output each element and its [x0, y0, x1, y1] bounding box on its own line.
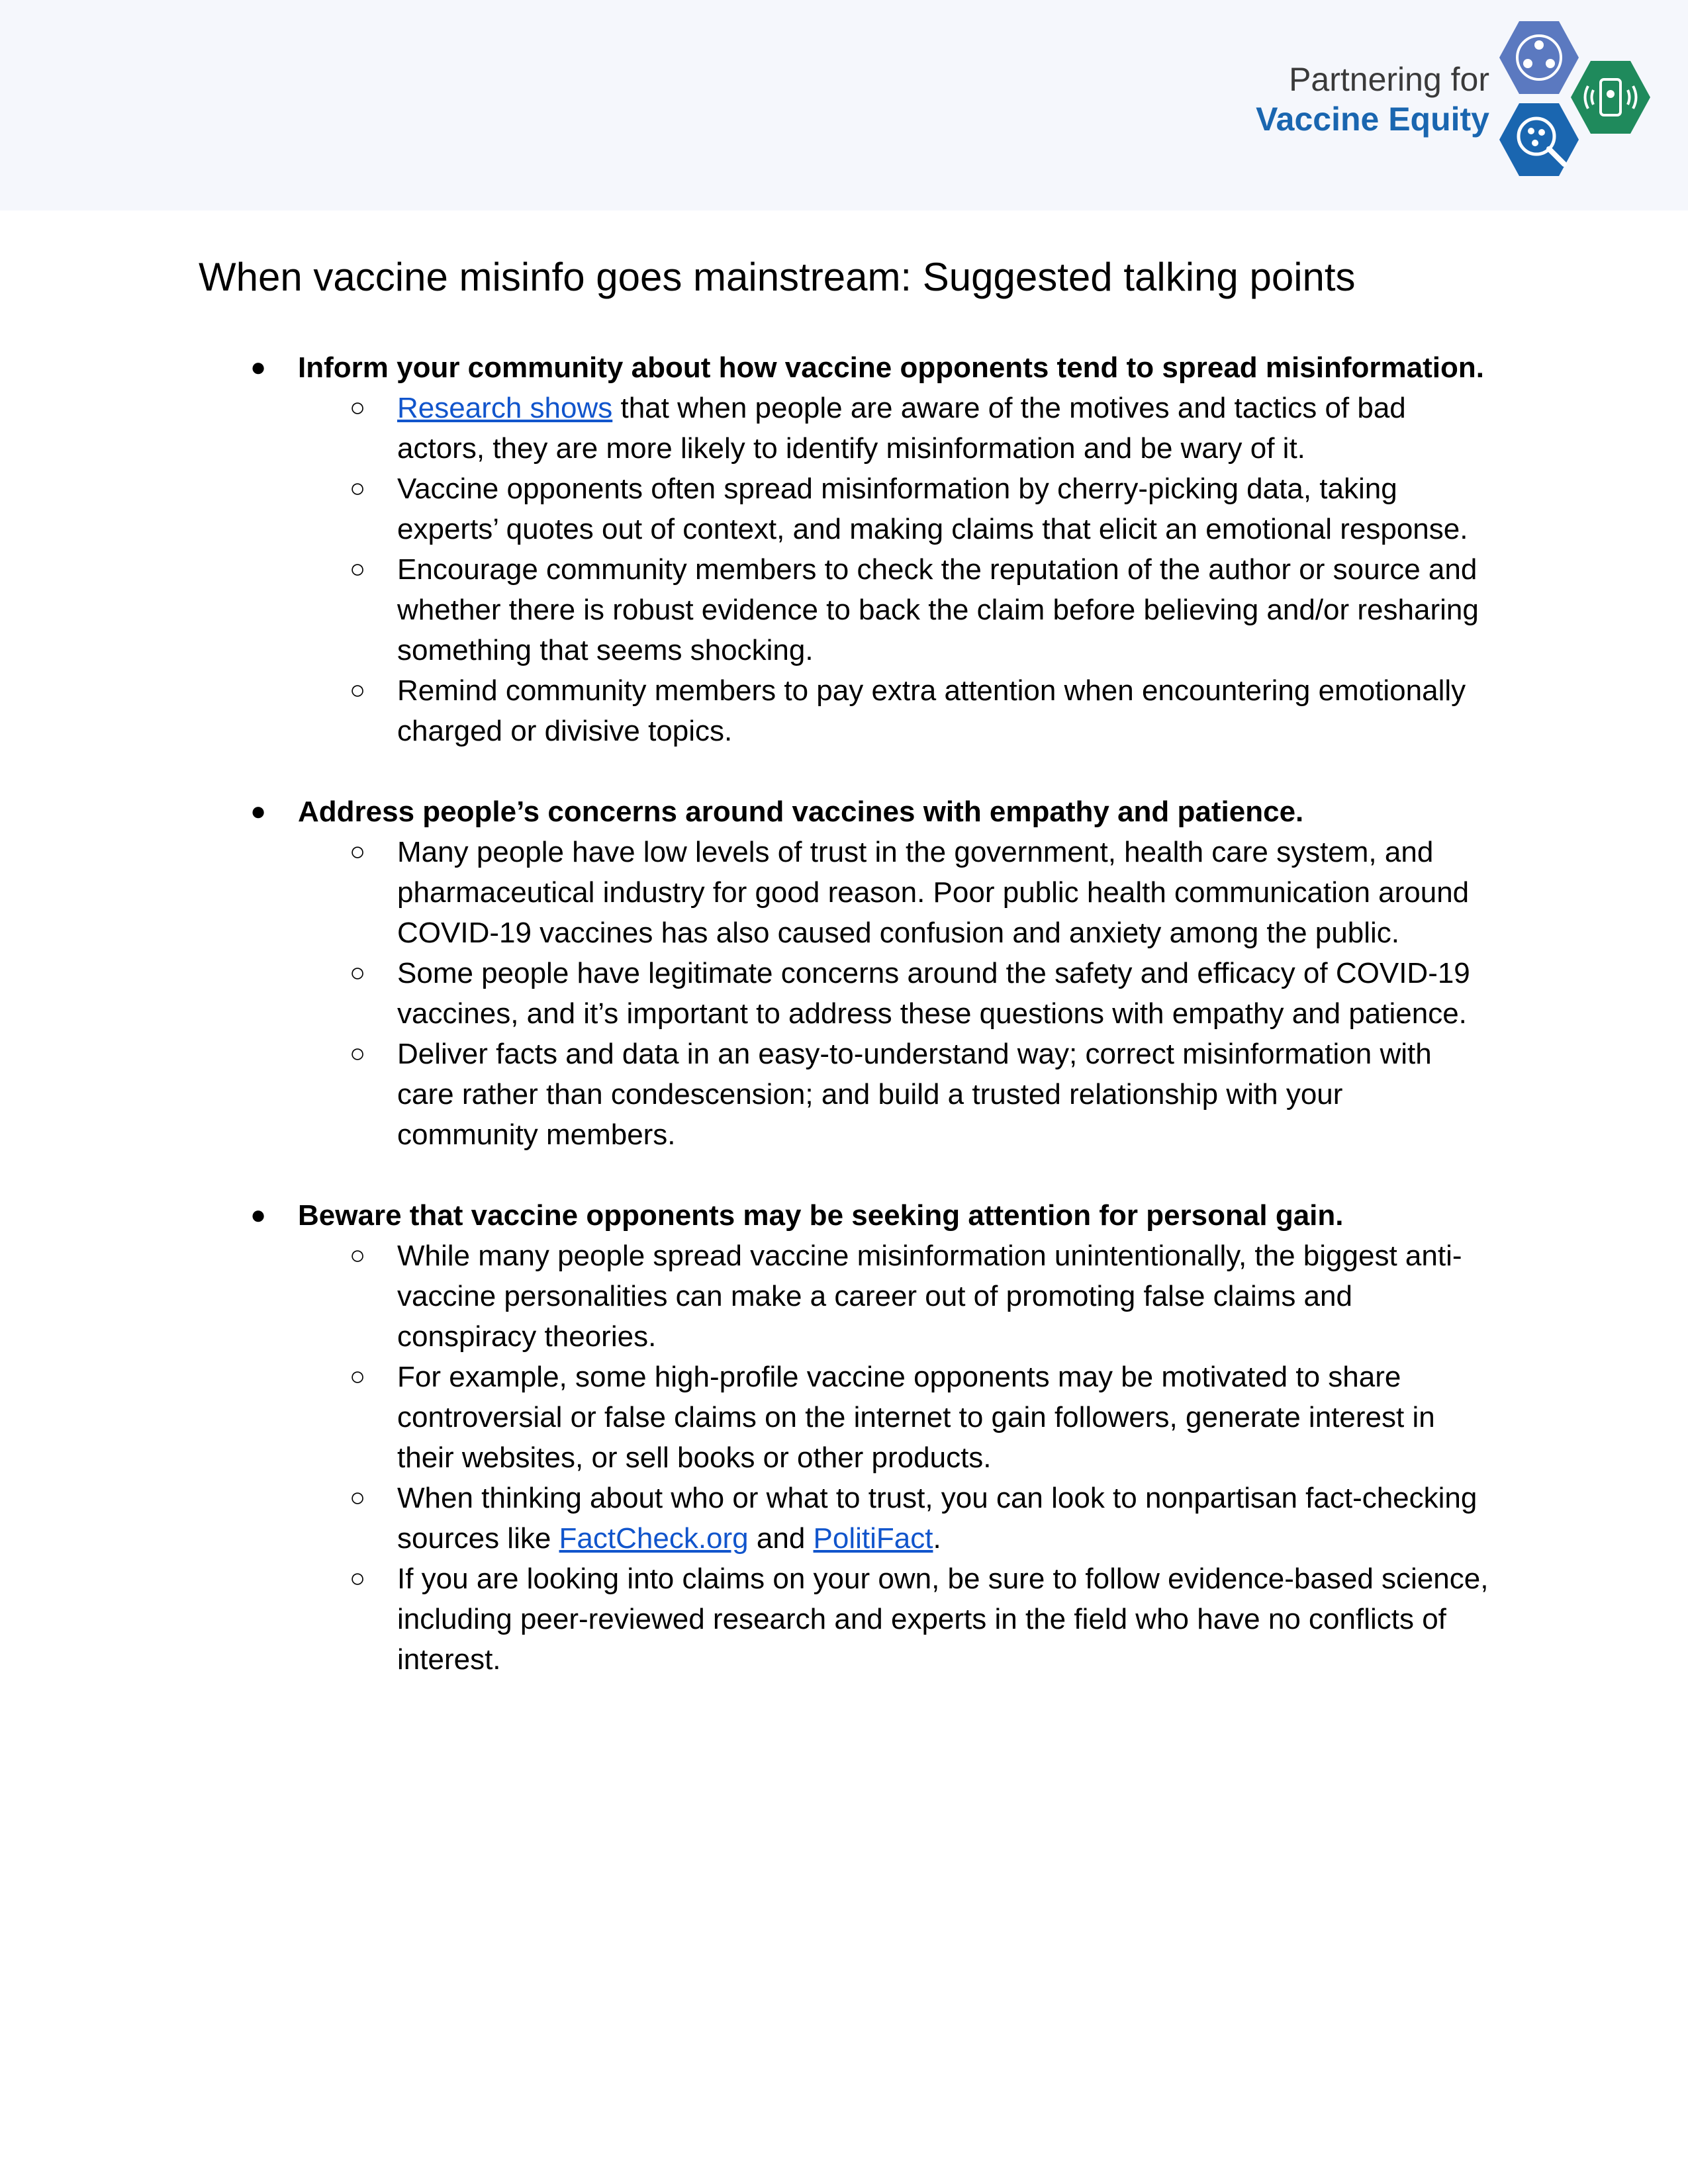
section-heading: Address people’s concerns around vaccines with empathy and patience. — [298, 796, 1304, 828]
list-item-text: While many people spread vaccine misinformation unintentionally, the biggest anti-vaccine personalities can make a career out of promoting false claims and conspiracy theories. — [397, 1240, 1462, 1353]
list-item — [199, 1034, 1489, 1155]
sub-bullet: ○ — [350, 1241, 366, 1270]
bullet: ● — [250, 1201, 267, 1230]
list-item-text: Many people have low levels of trust in the government, health care system, and pharmaceutical industry for good reason. Poor public health communication around COVID-19 vaccines has also caused confusion and anxiety among the public. — [397, 836, 1470, 949]
list-item — [199, 1357, 1489, 1478]
list-item-text: that when people are aware of the motives and tactics of bad actors, they are more likely to identify misinformation and be wary of it. — [397, 392, 1406, 465]
sub-bullet: ○ — [350, 1564, 366, 1593]
brand-line-2: Vaccine Equity — [1256, 101, 1489, 138]
section-inform-community — [199, 347, 1489, 751]
section-heading: Inform your community about how vaccine opponents tend to spread misinformation. — [298, 351, 1484, 384]
section-beware-opponents — [199, 1195, 1489, 1680]
factcheck-link[interactable]: FactCheck.org — [559, 1522, 749, 1555]
list-item — [199, 832, 1489, 953]
header-band — [0, 0, 1688, 210]
list-item — [199, 953, 1489, 1034]
list-item-text: When thinking about who or what to trust, you can look to nonpartisan fact-checking sources like — [397, 1482, 1477, 1555]
politifact-link[interactable]: PolitiFact — [813, 1522, 933, 1555]
section-heading: Beware that vaccine opponents may be seeking attention for personal gain. — [298, 1199, 1344, 1232]
research-shows-link[interactable]: Research shows — [397, 392, 613, 424]
list-item-text: Remind community members to pay extra attention when encountering emotionally charged or divisive topics. — [397, 674, 1466, 747]
brand-line-1: Partnering for — [1289, 61, 1489, 98]
sub-bullet: ○ — [350, 393, 366, 422]
list-item — [199, 549, 1489, 670]
list-item — [199, 1478, 1489, 1559]
document-body — [199, 347, 1489, 1720]
brand-wordmark — [1256, 60, 1489, 139]
list-item-text: Encourage community members to check the reputation of the author or source and whether there is robust evidence to back the claim before believing and/or resharing something that seems shocking. — [397, 553, 1479, 666]
list-item — [199, 670, 1489, 751]
sub-bullet: ○ — [350, 837, 366, 866]
list-item-text: If you are looking into claims on your own, be sure to follow evidence-based science, including peer-reviewed research and experts in the field who have no conflicts of interest. — [397, 1563, 1489, 1676]
list-item-text: Vaccine opponents often spread misinformation by cherry-picking data, taking experts’ quotes out of context, and making claims that elicit an emotional response. — [397, 473, 1468, 545]
page-title: When vaccine misinfo goes mainstream: Suggested talking points — [199, 255, 1356, 299]
list-item-text: Deliver facts and data in an easy-to-understand way; correct misinformation with care rather than condescension; and build a trusted relationship with your community members. — [397, 1038, 1432, 1151]
sub-bullet: ○ — [350, 676, 366, 705]
list-item-text: and — [748, 1522, 814, 1555]
sub-bullet: ○ — [350, 1362, 366, 1391]
list-item — [199, 388, 1489, 469]
bullet: ● — [250, 797, 267, 826]
sub-bullet: ○ — [350, 474, 366, 503]
sub-bullet: ○ — [350, 555, 366, 584]
section-address-concerns — [199, 792, 1489, 1155]
list-item-text: . — [933, 1522, 941, 1555]
sub-bullet: ○ — [350, 958, 366, 987]
list-item-text: For example, some high-profile vaccine opponents may be motivated to share controversial or false claims on the internet to gain followers, generate interest in their websites, or sell books or other products. — [397, 1361, 1435, 1474]
vaccine-equity-logo-icon — [1493, 20, 1658, 182]
list-item-text: Some people have legitimate concerns around the safety and efficacy of COVID-19 vaccines, and it’s important to address these questions with empathy and patience. — [397, 957, 1470, 1030]
list-item — [199, 1236, 1489, 1357]
list-item — [199, 1559, 1489, 1680]
bullet: ● — [250, 353, 267, 382]
sub-bullet: ○ — [350, 1483, 366, 1512]
sub-bullet: ○ — [350, 1039, 366, 1068]
list-item — [199, 469, 1489, 549]
